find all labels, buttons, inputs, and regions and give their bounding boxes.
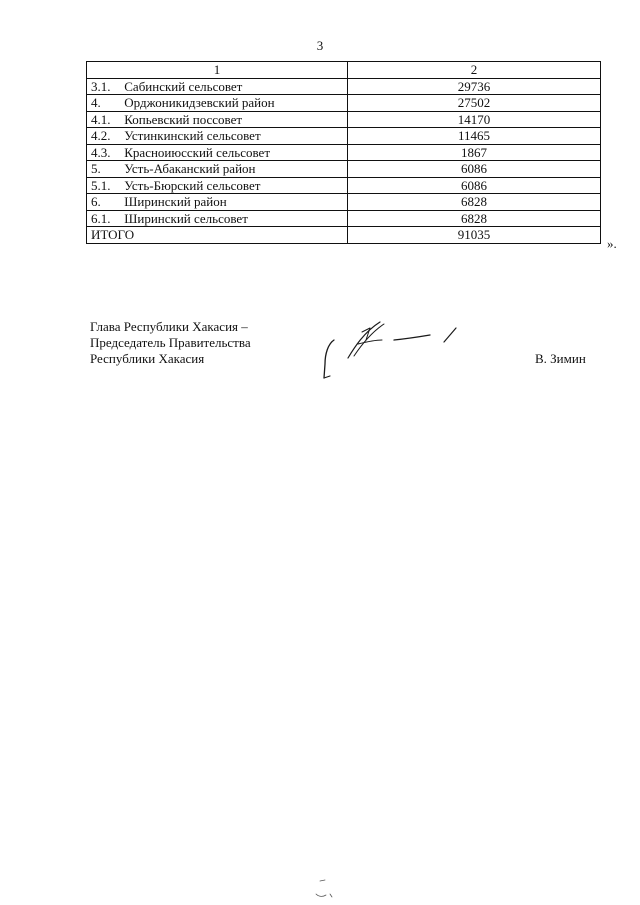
row-value: 6828 bbox=[348, 194, 601, 211]
row-number: 4.3. bbox=[91, 144, 111, 160]
row-number: 4. bbox=[91, 95, 101, 111]
row-name-cell bbox=[87, 161, 348, 178]
row-number: 5.1. bbox=[91, 177, 111, 193]
table-row bbox=[87, 78, 601, 95]
signer-title-line: Республики Хакасия bbox=[90, 351, 205, 366]
row-value: 11465 bbox=[348, 128, 601, 145]
row-name-cell bbox=[87, 177, 348, 194]
row-number: 4.1. bbox=[91, 111, 111, 127]
row-name: Устинкинский сельсовет bbox=[124, 128, 261, 144]
row-name: Красноиюсский сельсовет bbox=[124, 144, 271, 160]
total-value: 91035 bbox=[348, 227, 601, 244]
scan-artifact-mark bbox=[310, 877, 340, 901]
table-total-row bbox=[87, 227, 601, 244]
row-name: Сабинский сельсовет bbox=[124, 78, 243, 94]
table-row bbox=[87, 128, 601, 145]
column-header-1: 1 bbox=[87, 62, 348, 79]
row-name: Копьевский поссовет bbox=[124, 111, 243, 127]
row-value: 1867 bbox=[348, 144, 601, 161]
row-name-cell bbox=[87, 194, 348, 211]
table-row bbox=[87, 111, 601, 128]
row-name-cell bbox=[87, 95, 348, 112]
signer-title bbox=[90, 319, 251, 367]
row-number: 5. bbox=[91, 161, 101, 177]
row-name-cell bbox=[87, 111, 348, 128]
row-number: 4.2. bbox=[91, 128, 111, 144]
row-name-cell bbox=[87, 210, 348, 227]
row-name: Ширинский район bbox=[124, 194, 227, 210]
row-value: 29736 bbox=[348, 78, 601, 95]
table-row bbox=[87, 194, 601, 211]
row-name: Орджоникидзевский район bbox=[124, 95, 275, 111]
signer-title-line: Глава Республики Хакасия – bbox=[90, 319, 248, 334]
signer-name: В. Зимин bbox=[535, 351, 586, 366]
row-value: 6086 bbox=[348, 161, 601, 178]
column-header-2: 2 bbox=[348, 62, 601, 79]
row-name: Усть-Бюрский сельсовет bbox=[124, 177, 261, 193]
page-number: 3 bbox=[316, 38, 324, 53]
row-name: Усть-Абаканский район bbox=[124, 161, 256, 177]
signer-title-line: Председатель Правительства bbox=[90, 335, 251, 350]
row-name-cell bbox=[87, 128, 348, 145]
row-value: 6828 bbox=[348, 210, 601, 227]
total-label: ИТОГО bbox=[87, 227, 348, 244]
row-number: 6. bbox=[91, 194, 101, 210]
row-name-cell bbox=[87, 78, 348, 95]
row-number: 3.1. bbox=[91, 78, 111, 94]
table-row bbox=[87, 144, 601, 161]
table-row bbox=[87, 161, 601, 178]
row-value: 27502 bbox=[348, 95, 601, 112]
row-value: 6086 bbox=[348, 177, 601, 194]
distribution-table bbox=[86, 61, 601, 244]
table-row bbox=[87, 177, 601, 194]
row-value: 14170 bbox=[348, 111, 601, 128]
closing-quote: ». bbox=[607, 236, 617, 251]
table-row bbox=[87, 210, 601, 227]
row-name-cell bbox=[87, 144, 348, 161]
table-header-row bbox=[87, 62, 601, 79]
row-number: 6.1. bbox=[91, 210, 111, 226]
row-name: Ширинский сельсовет bbox=[124, 210, 248, 226]
table-row bbox=[87, 95, 601, 112]
handwritten-signature bbox=[318, 318, 468, 398]
